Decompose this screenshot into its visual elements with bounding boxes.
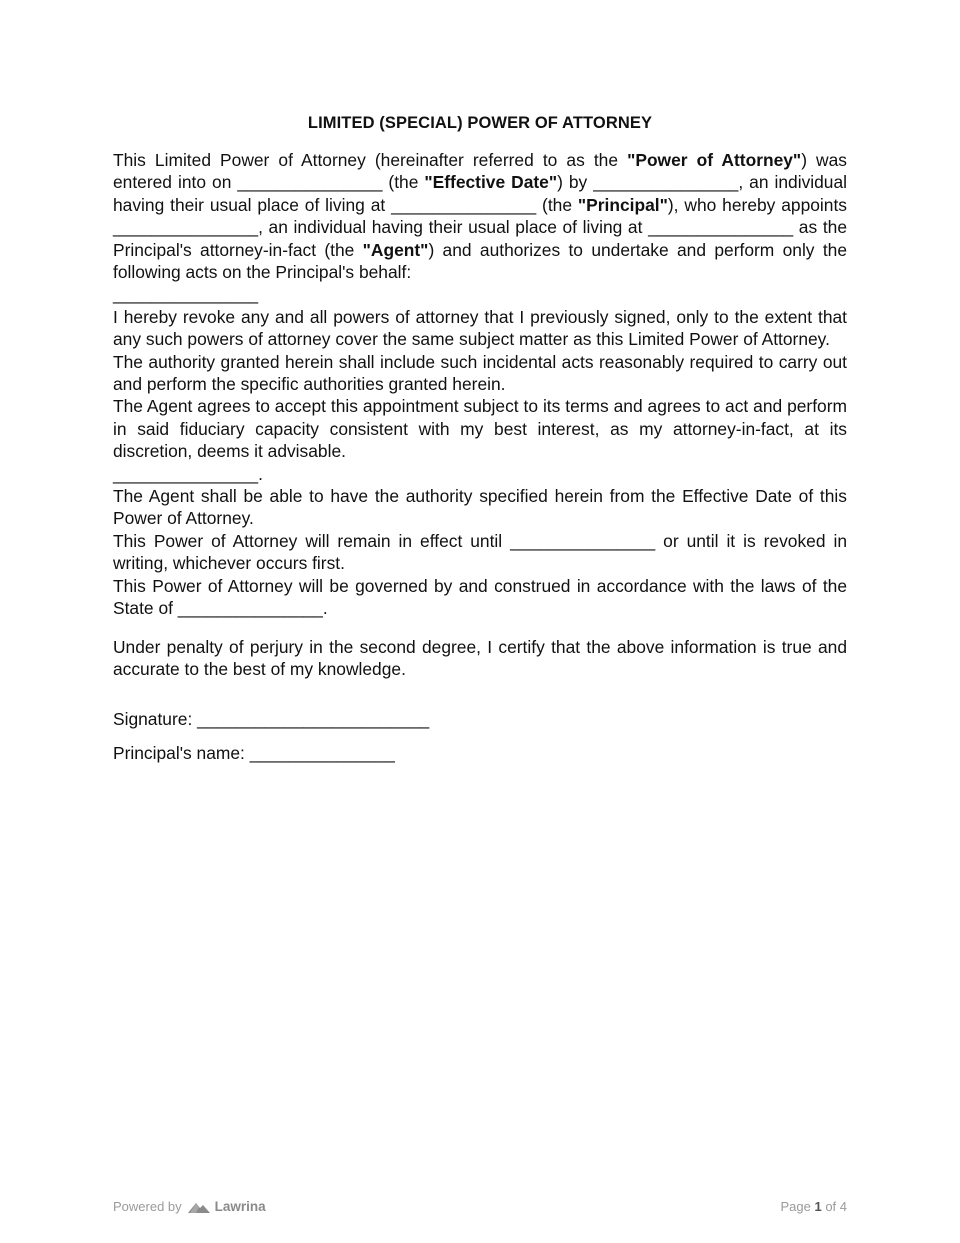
- page-current: 1: [814, 1199, 822, 1214]
- document-title: LIMITED (SPECIAL) POWER OF ATTORNEY: [307, 114, 653, 132]
- intro-paragraph: [113, 149, 847, 283]
- intro-text-5: ) and authorizes to undertake and perform only the following acts on the Principal's behalf:: [113, 239, 848, 283]
- agent-agreement-paragraph: The Agent agrees to accept this appointment subject to its terms and agrees to act and perform in said fiduciary capacity consistent with my best interest, as my attorney-in-fact, at its discretion, deems it advisable.: [113, 396, 847, 462]
- page-total: of 4: [825, 1199, 847, 1214]
- lawrina-brand: Lawrina: [214, 1199, 266, 1214]
- perjury-paragraph: Under penalty of perjury in the second degree, I certify that the above information is true and accurate to the best of my knowledge.: [113, 636, 847, 679]
- term-principal: "Principal": [577, 194, 668, 215]
- remain-paragraph: This Power of Attorney will remain in effect until _______________ or until it is revoked in writing, whichever occurs first.: [113, 530, 847, 574]
- acts-blank: _______________: [113, 284, 259, 305]
- intro-text-3: ) by _______________, an individual having their usual place of living at _______________ (the: [113, 172, 848, 215]
- principal-name-line: Principal's name: _______________: [113, 742, 395, 763]
- term-effective-date: "Effective Date": [424, 172, 558, 193]
- authority-paragraph: The authority granted herein shall include such incidental acts reasonably required to carry out and perform the specific authorities granted herein.: [113, 351, 847, 395]
- powered-by: [113, 1199, 266, 1214]
- intro-text-2: ) was entered into on _______________ (the: [113, 150, 847, 193]
- agent-blank: _______________.: [113, 463, 263, 484]
- term-power-of-attorney: "Power of Attorney": [627, 150, 802, 170]
- intro-text-4: ), who hereby appoints _______________, an individual having their usual place of living at _______________ as the Principal's attorney-in-fact (the: [113, 194, 847, 260]
- governed-paragraph: This Power of Attorney will be governed by and construed in accordance with the laws of the State of _______________.: [113, 575, 847, 619]
- page-footer: [113, 1197, 847, 1217]
- page-number: [780, 1199, 847, 1214]
- revoke-paragraph: I hereby revoke any and all powers of attorney that I previously signed, only to the extent that any such powers of attorney cover the same subject matter as this Limited Power of Attorney.: [113, 306, 847, 350]
- term-agent: "Agent": [362, 239, 429, 260]
- document-body: [113, 114, 847, 764]
- page-label: Page: [780, 1199, 811, 1214]
- lawrina-logo-icon: [188, 1200, 210, 1214]
- intro-text-1: This Limited Power of Attorney (hereinafter referred to as the: [113, 150, 628, 170]
- powered-by-text: Powered by: [113, 1199, 182, 1214]
- effective-paragraph: The Agent shall be able to have the authority specified herein from the Effective Date of this Power of Attorney.: [113, 486, 847, 529]
- signature-line: Signature: ________________________: [113, 709, 430, 730]
